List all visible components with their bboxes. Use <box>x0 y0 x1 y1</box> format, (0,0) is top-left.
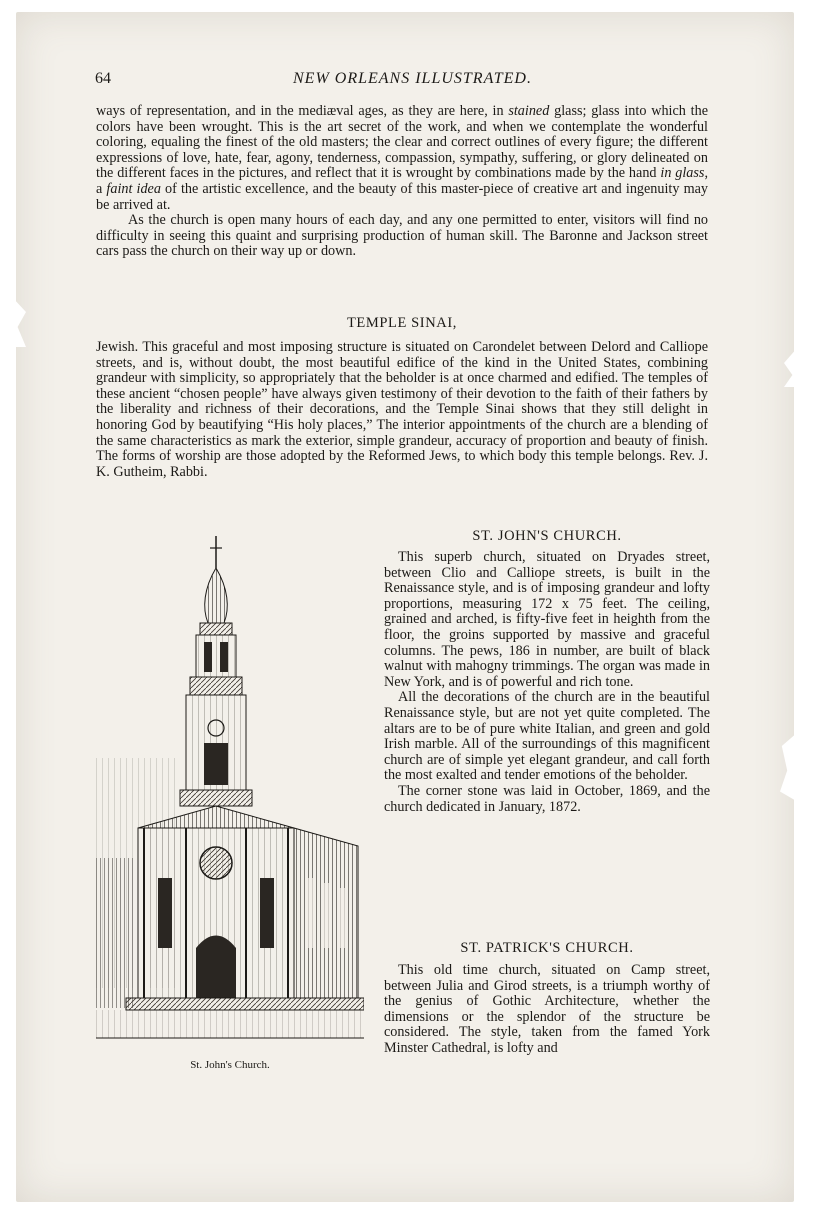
st-johns-paragraph-3: The corner stone was laid in October, 1869, and the church dedicated in January, 1872. <box>384 782 710 815</box>
intro-text <box>96 104 708 260</box>
running-title: NEW ORLEANS ILLUSTRATED. <box>293 70 532 87</box>
st-patricks-text <box>384 963 710 1057</box>
torn-edge <box>780 732 798 802</box>
st-johns-text <box>384 550 710 815</box>
figure-caption: St. John's Church. <box>190 1059 270 1071</box>
page-header <box>95 70 710 94</box>
st-johns-paragraph-1: This superb church, situated on Dryades street, between Clio and Calliope streets, is built in the Renaissance style, and is of imposing grandeur and lofty proportions, measuring 172 x 75 feet. The ceiling, grained and arched, is fifty-five feet in heighth from the floor, the groins supported by massive and graceful columns. The pews, 186 in number, are built of black walnut with mahogny trimmings. The organ was made in New York, and is of powerful and rich tone. <box>384 549 710 690</box>
page-number: 64 <box>95 70 111 87</box>
paragraph-stained-glass: ways of representation, and in the mediæval ages, as they are here, in stained glass; glass into which the colors have been wrought. This is the art secret of the work, and when we contemplate the wonderful coloring, equaling the finest of the old masters; the clear and correct outlines of every figure; the different expressions of love, hate, fear, agony, tenderness, compassion, sympathy, suffering, or glory delineated on the different faces in the pictures, and reflect that it is wrought by combinations made by the hand in glass, a faint idea of the artistic excellence, and the beauty of this master-piece of creative art and ingenuity may be arrived at. <box>96 103 708 213</box>
torn-edge <box>784 347 798 387</box>
st-patricks-paragraph-1: This old time church, situated on Camp street, between Julia and Girod streets, is a triumph worthy of the genius of Gothic Architecture, whether the dimensions or the splendor of the structure be considered. The style, taken from the famed York Minster Cathedral, is lofty and <box>384 962 710 1056</box>
torn-edge <box>12 297 26 347</box>
church-illustration <box>96 528 364 1048</box>
paragraph-visitors: As the church is open many hours of each day, and any one permitted to enter, visitors will find no difficulty in seeing this quaint and surprising production of human skill. The Baronne and Jackson street cars pass the church on their way up or down. <box>96 212 708 260</box>
temple-sinai-text: Jewish. This graceful and most imposing structure is situated on Carondelet between Delord and Calliope streets, and is, without doubt, the most beautiful edifice of the kind in the United States, combining grandeur with simplicity, so appropriately that the beholder is at once charmed and edified. The temples of these ancient “chosen people” have always given testimony of their devotion to the faith of their fathers by the liberality and richness of their decorations, and the Temple Sinai shows that they still delight in honoring God by beautifying “His holy places,” The interior appointments of the church are a blending of the same characteristics as mark the exterior, simple grandeur, accuracy of proportion and beauty of finish. The forms of worship are those adopted by the Reformed Jews, to which body this temple belongs. Rev. J. K. Gutheim, Rabbi. <box>96 339 708 480</box>
heading-st-patricks: ST. PATRICK'S CHURCH. <box>460 940 634 956</box>
heading-st-johns: ST. JOHN'S CHURCH. <box>472 528 622 544</box>
st-johns-paragraph-2: All the decorations of the church are in the beautiful Renaissance style, but are not yet quite completed. The altars are to be of pure white Italian, and green and gold Irish marble. All of the surroundings of this magnificent church are of simple yet elegant grandeur, and call forth the most exalted and tender emotions of the beholder. <box>384 689 710 784</box>
heading-temple-sinai: TEMPLE SINAI, <box>346 315 458 331</box>
church-engraving <box>96 528 364 1048</box>
